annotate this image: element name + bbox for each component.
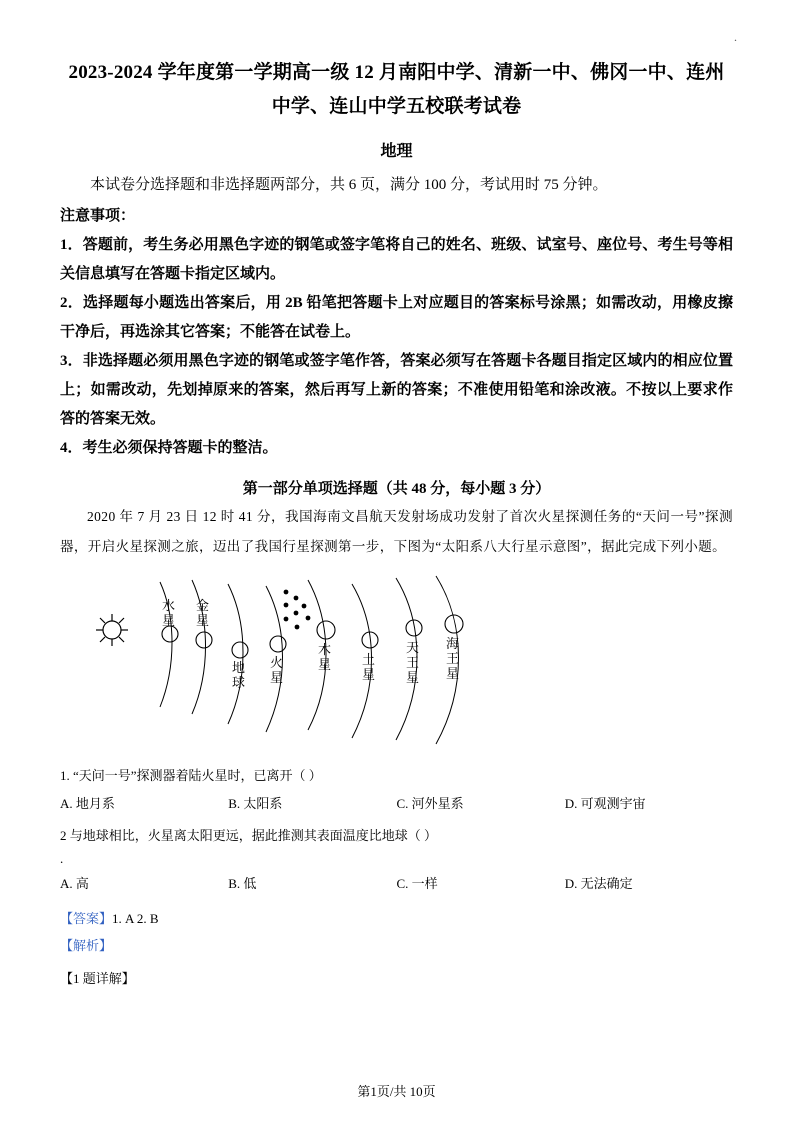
label-neptune: 海	[446, 636, 460, 651]
label-jupiter: 木	[318, 642, 332, 657]
option-d[interactable]: D. 可观测宇宙	[564, 796, 646, 811]
label-mars: 火	[270, 655, 284, 670]
svg-text:星: 星	[446, 666, 460, 681]
svg-text:球: 球	[232, 675, 246, 690]
question-1-detail-heading: 【1 题详解】	[60, 971, 135, 986]
planet-mars	[270, 636, 286, 652]
solar-system-figure	[60, 572, 733, 757]
notice-item: 1．答题前，考生务必用黑色字迹的钢笔或签字笔将自己的姓名、班级、试室号、座位号、考生号等相关信息填写在答题卡指定区域内。	[60, 237, 733, 282]
option-c[interactable]: C. 河外星系	[396, 796, 464, 811]
svg-text:星: 星	[196, 613, 210, 628]
svg-text:王: 王	[406, 655, 420, 670]
svg-text:星: 星	[270, 670, 284, 685]
option-a[interactable]: A. 地月系	[60, 796, 115, 811]
question-1-text	[60, 763, 733, 789]
question-1-options	[60, 791, 733, 817]
question-2-trailing-dot: .	[60, 851, 64, 866]
page-title: 2023-2024 学年度第一学期高一级 12 月南阳中学、清新一中、佛冈一中、连州中学、连山中学五校联考试卷	[68, 62, 725, 117]
svg-text:星: 星	[406, 670, 420, 685]
question-1-body: “天问一号”探测器着陆火星时，已离开（ ）	[73, 768, 322, 783]
answer-tag: 【答案】	[60, 911, 113, 926]
part-one-title: 第一部分单项选择题（共 48 分，每小题 3 分）	[242, 481, 551, 497]
notice-item: 3．非选择题必须用黑色字迹的钢笔或签字笔作答，答案必须写在答题卡各题目指定区域内的相应位置上；如需改动，先划掉原来的答案，然后再写上新的答案；不准使用铅笔和涂改液。不按以上要求作答的答案无效。	[60, 353, 733, 427]
question-1-number: 1.	[60, 768, 70, 783]
option-b[interactable]: B. 太阳系	[228, 796, 283, 811]
notice-item: 4．考生必须保持答题卡的整洁。	[60, 440, 278, 456]
exam-intro: 本试卷分选择题和非选择题两部分，共 6 页，满分 100 分，考试用时 75 分钟。	[90, 177, 608, 193]
planet-earth	[232, 642, 248, 658]
planet-mercury	[162, 626, 178, 642]
label-saturn: 土	[362, 652, 376, 667]
sun-icon	[96, 614, 128, 646]
svg-text:星: 星	[318, 657, 332, 672]
question-2-options	[60, 871, 733, 897]
svg-text:星: 星	[162, 613, 176, 628]
label-uranus: 天	[406, 640, 420, 655]
planet-jupiter	[317, 621, 335, 639]
subject-title: 地理	[380, 143, 413, 160]
notice-heading: 注意事项：	[60, 208, 136, 224]
page-footer: 第1页/共 10页	[357, 1084, 436, 1099]
question-2-body: 与地球相比，火星离太阳更远，据此推测其表面温度比地球（ ）	[69, 828, 438, 843]
option-c[interactable]: C. 一样	[396, 876, 438, 891]
option-a[interactable]: A. 高	[60, 876, 89, 891]
label-earth: 地	[232, 660, 246, 675]
answer-value: 1. A 2. B	[112, 911, 159, 926]
corner-mark: .	[734, 30, 737, 44]
solar-system-diagram	[80, 572, 510, 757]
option-d[interactable]: D. 无法确定	[564, 876, 633, 891]
label-venus: 金	[196, 598, 210, 613]
answer-row	[60, 905, 733, 932]
svg-text:星: 星	[362, 667, 376, 682]
option-b[interactable]: B. 低	[228, 876, 257, 891]
question-2-number: 2	[60, 828, 67, 843]
label-mercury: 水	[162, 598, 176, 613]
analysis-tag: 【解析】	[60, 938, 113, 953]
asteroid-belt	[284, 590, 311, 630]
question-2-text	[60, 823, 733, 849]
notice-item: 2．选择题每小题选出答案后，用 2B 铅笔把答题卡上对应题目的答案标号涂黑；如需改动，用橡皮擦干净后，再选涂其它答案；不能答在试卷上。	[60, 295, 733, 340]
planet-venus	[196, 632, 212, 648]
svg-text:王: 王	[446, 651, 460, 666]
analysis-row	[60, 932, 733, 959]
question-material: 2020 年 7 月 23 日 12 时 41 分，我国海南文昌航天发射场成功发射了首次火星探测任务的“天问一号”探测器，开启火星探测之旅，迈出了我国行星探测第一步，下图为“太阳系八大行星示意图”，据此完成下列小题。	[60, 509, 733, 554]
